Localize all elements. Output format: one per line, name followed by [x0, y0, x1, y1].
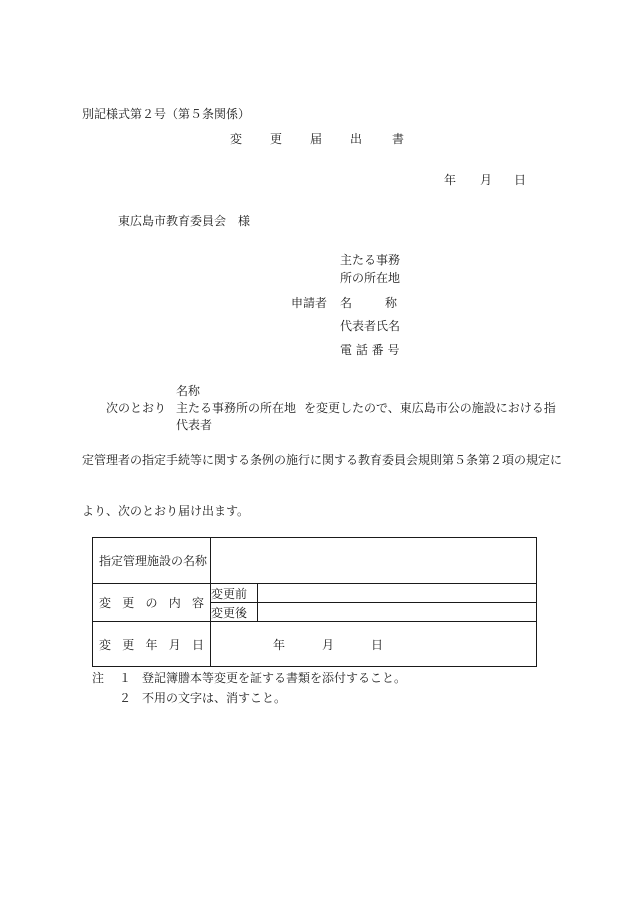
- notes-label: 注: [92, 671, 105, 685]
- before-label: 変更前: [211, 584, 258, 603]
- change-date-month: 月: [322, 637, 335, 652]
- change-date-value[interactable]: [211, 622, 537, 667]
- title-char: 届: [310, 132, 323, 146]
- label-char: 更: [122, 637, 135, 652]
- change-date-label: [93, 622, 211, 667]
- date-year: 年: [444, 173, 457, 187]
- option-name: 名称: [176, 384, 201, 398]
- label-char: 更: [122, 596, 135, 610]
- option-address: 主たる事務所の所在地: [176, 401, 297, 415]
- note-number: ２: [119, 691, 132, 705]
- note-number: １: [119, 671, 132, 685]
- name-label-char: 名: [340, 296, 353, 310]
- change-date-year: 年: [273, 637, 286, 652]
- title-char: 出: [350, 132, 363, 146]
- title-char: 更: [270, 132, 283, 146]
- label-char: 年: [145, 637, 158, 652]
- change-date-day: 日: [371, 637, 384, 652]
- before-value[interactable]: [258, 584, 537, 603]
- representative-label: 代表者氏名: [340, 319, 401, 333]
- facility-name-row: [93, 538, 537, 584]
- label-char: 内: [168, 596, 181, 610]
- change-date-row: [93, 622, 537, 667]
- label-char: 変: [99, 637, 112, 652]
- facility-name-value[interactable]: [211, 538, 537, 584]
- name-label-char: 称: [385, 296, 398, 310]
- addressee: 東広島市教育委員会 様: [118, 214, 251, 228]
- title-char: 変: [230, 132, 243, 146]
- facility-name-label: 指定管理施設の名称: [93, 538, 211, 584]
- label-char: の: [145, 596, 158, 610]
- after-value[interactable]: [258, 603, 537, 622]
- label-char: 日: [191, 637, 204, 652]
- note-text: 登記簿謄本等変更を証する書類を添付すること。: [142, 671, 407, 685]
- change-form-table: [92, 537, 537, 667]
- title-char: 書: [392, 132, 405, 146]
- after-label: 変更後: [211, 603, 258, 622]
- phone-label: 電 話 番 号: [340, 343, 400, 357]
- label-char: 容: [191, 596, 204, 610]
- label-char: 月: [168, 637, 181, 652]
- date-day: 日: [514, 173, 527, 187]
- change-content-label: [93, 584, 211, 622]
- body-line-3: より、次のとおり届け出ます。: [82, 504, 250, 518]
- form-number: 別記様式第２号（第５条関係）: [82, 107, 251, 121]
- office-address-label-line1: 主たる事務: [340, 253, 401, 267]
- note-text: 不用の文字は、消すこと。: [142, 691, 287, 705]
- label-char: 変: [99, 596, 112, 610]
- applicant-label: 申請者: [291, 296, 328, 310]
- change-before-row: [93, 584, 537, 603]
- office-address-label-line2: 所の所在地: [340, 271, 401, 285]
- body-suffix: を変更したので、東広島市公の施設における指: [304, 401, 556, 415]
- option-representative: 代表者: [176, 418, 213, 432]
- body-line-2: 定管理者の指定手続等に関する条例の施行に関する教育委員会規則第５条第２項の規定に: [82, 453, 563, 467]
- date-month: 月: [480, 173, 493, 187]
- body-prefix: 次のとおり: [106, 401, 167, 415]
